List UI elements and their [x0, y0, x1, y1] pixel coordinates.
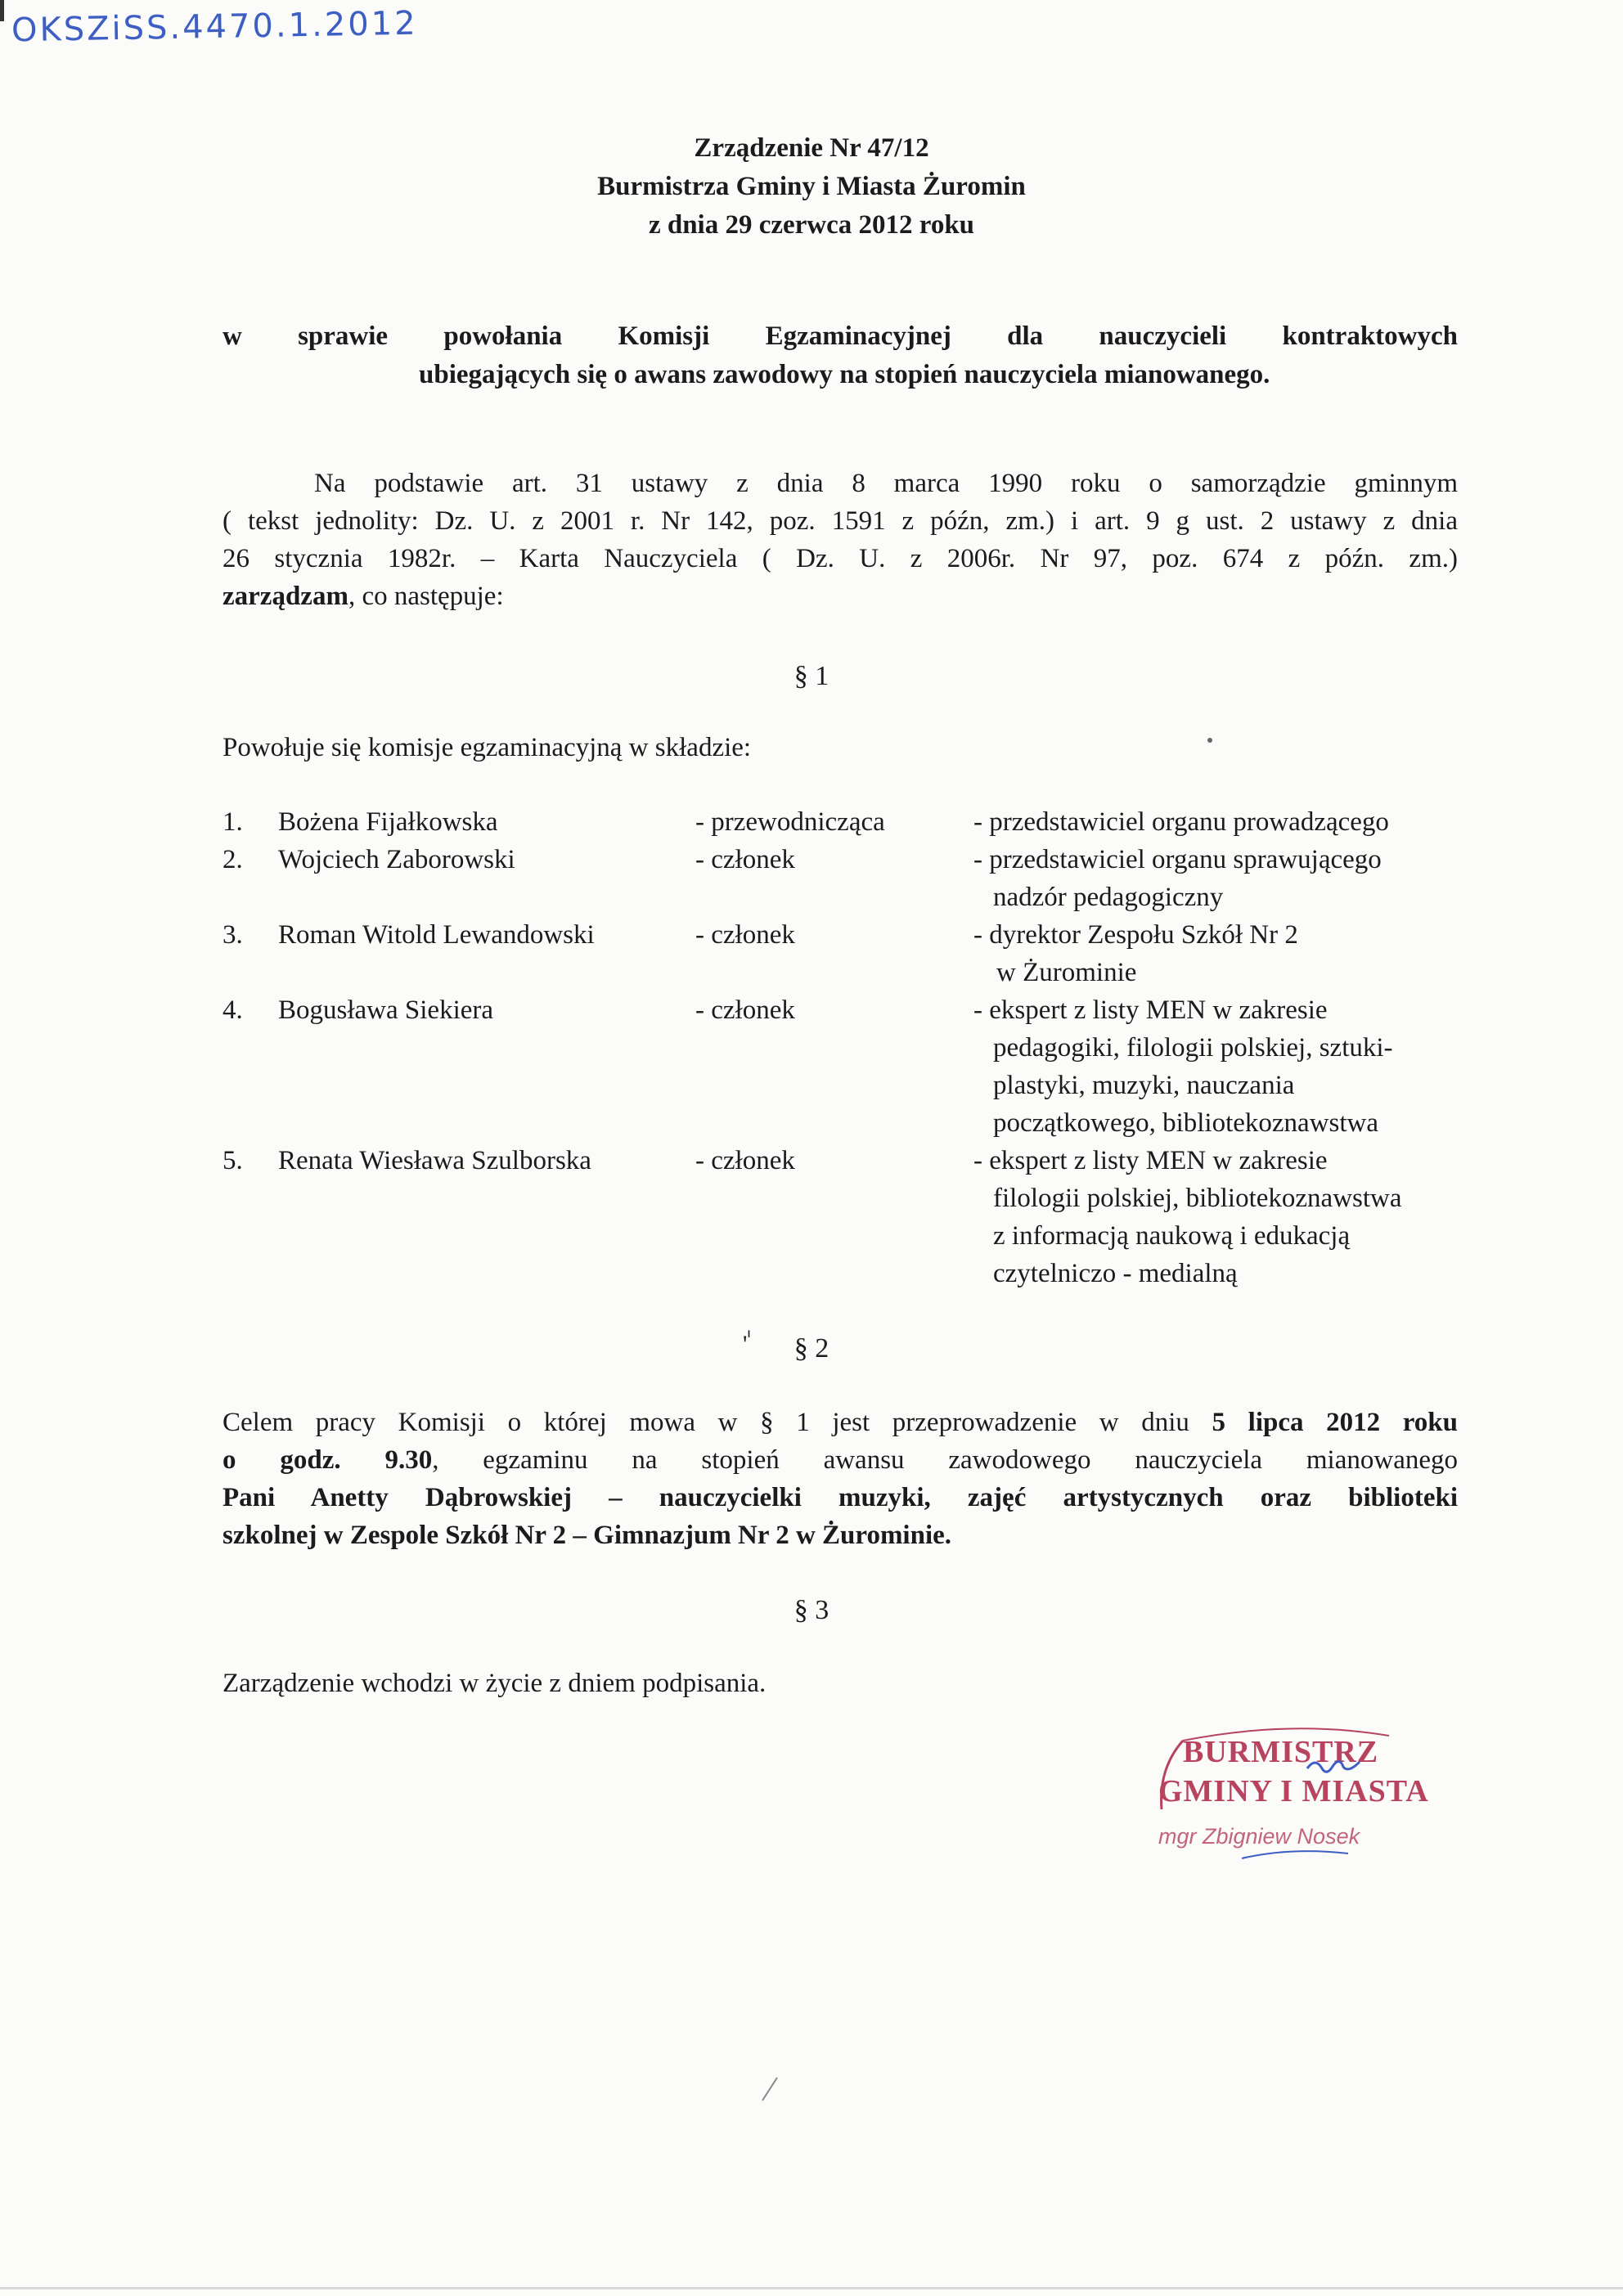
member-name: Wojciech Zaborowski: [278, 845, 515, 874]
section-1-symbol: § 1: [794, 661, 829, 691]
description-line: z informacją naukową i edukacją: [993, 1221, 1351, 1251]
decision-rest: , co następuje:: [348, 582, 504, 611]
legal-basis-line: Na podstawie art. 31 ustawy z dnia 8 marca 1990 roku o samorządzie gminnym: [314, 469, 1458, 498]
stamp-signatory: mgr Zbigniew Nosek: [1158, 1824, 1360, 1849]
section-3-text: Zarządzenie wchodzi w życie z dniem podpisania.: [223, 1669, 767, 1698]
stamp-title: BURMISTRZ: [1183, 1735, 1379, 1769]
member-role: - przewodnicząca: [695, 807, 885, 837]
issuer: Burmistrza Gminy i Miasta Żuromin: [597, 172, 1026, 201]
subject-line: w sprawie powołania Komisji Egzaminacyjnej dla nauczycieli kontraktowych: [223, 321, 1458, 351]
description-line: plastyki, muzyki, nauczania: [993, 1071, 1295, 1100]
legal-basis-line: ( tekst jednolity: Dz. U. z 2001 r. Nr 142, poz. 1591 z późn, zm.) i art. 9 g ust. 2 ustawy z dnia: [223, 506, 1458, 536]
member-role: - członek: [695, 845, 795, 874]
member-number: 1.: [223, 807, 243, 837]
description-line: w Żurominie: [996, 958, 1137, 987]
member-name: Bogusława Siekiera: [278, 995, 494, 1025]
section-2-line: Pani Anetty Dąbrowskiej – nauczycielki muzyki, zajęć artystycznych oraz biblioteki: [223, 1483, 1458, 1512]
description-line: - przedstawiciel organu sprawującego: [973, 845, 1382, 874]
scan-artifact: ٰ': [743, 1331, 748, 1358]
page-edge: [0, 2287, 1623, 2289]
description-line: nadzór pedagogiczny: [993, 883, 1224, 912]
member-number: 5.: [223, 1146, 243, 1175]
exam-time: o godz. 9.30: [223, 1445, 433, 1475]
description-line: czytelniczo - medialną: [993, 1259, 1238, 1288]
document-date: z dnia 29 czerwca 2012 roku: [648, 210, 975, 240]
text-run: , egzaminu na stopień awansu zawodowego nauczyciela mianowanego: [432, 1445, 1458, 1475]
member-name: Bożena Fijałkowska: [278, 807, 498, 837]
exam-date: 5 lipca 2012 roku: [1212, 1408, 1458, 1437]
document-title: Zrządzenie Nr 47/12: [694, 133, 929, 163]
text-run: Celem pracy Komisji o której mowa w § 1 jest przeprowadzenie w dniu: [223, 1408, 1212, 1437]
section-1-intro: Powołuje się komisje egzaminacyjną w składzie:: [223, 733, 752, 762]
member-name: Renata Wiesława Szulborska: [278, 1146, 591, 1175]
description-line: - ekspert z listy MEN w zakresie: [973, 1146, 1328, 1175]
section-3-symbol: § 3: [794, 1595, 829, 1625]
section-2-symbol: § 2: [794, 1333, 829, 1364]
stamp-subtitle: GMINY I MIASTA: [1158, 1774, 1429, 1808]
description-line: pedagogiki, filologii polskiej, sztuki-: [993, 1033, 1393, 1063]
description-line: początkowego, bibliotekoznawstwa: [993, 1108, 1379, 1138]
subject-line: ubiegających się o awans zawodowy na stopień nauczyciela mianowanego.: [419, 360, 1270, 389]
description-line: - dyrektor Zespołu Szkół Nr 2: [973, 920, 1298, 950]
member-number: 3.: [223, 920, 243, 950]
member-number: 4.: [223, 995, 243, 1025]
legal-basis-line: 26 stycznia 1982r. – Karta Nauczyciela ( Dz. U. z 2006r. Nr 97, poz. 674 z późn. zm.): [223, 544, 1458, 573]
member-role: - członek: [695, 995, 795, 1025]
reference-number: OKSZiSS.4470.1.2012: [11, 4, 418, 50]
section-2-line: szkolnej w Zespole Szkół Nr 2 – Gimnazjum Nr 2 w Żurominie.: [223, 1521, 952, 1550]
member-name: Roman Witold Lewandowski: [278, 920, 595, 950]
member-role: - członek: [695, 1146, 795, 1175]
description-line: - ekspert z listy MEN w zakresie: [973, 995, 1328, 1025]
member-number: 2.: [223, 845, 243, 874]
description-line: filologii polskiej, bibliotekoznawstwa: [993, 1184, 1402, 1213]
decision-word: zarządzam: [223, 582, 348, 611]
description-line: - przedstawiciel organu prowadzącego: [973, 807, 1389, 837]
member-role: - członek: [695, 920, 795, 950]
